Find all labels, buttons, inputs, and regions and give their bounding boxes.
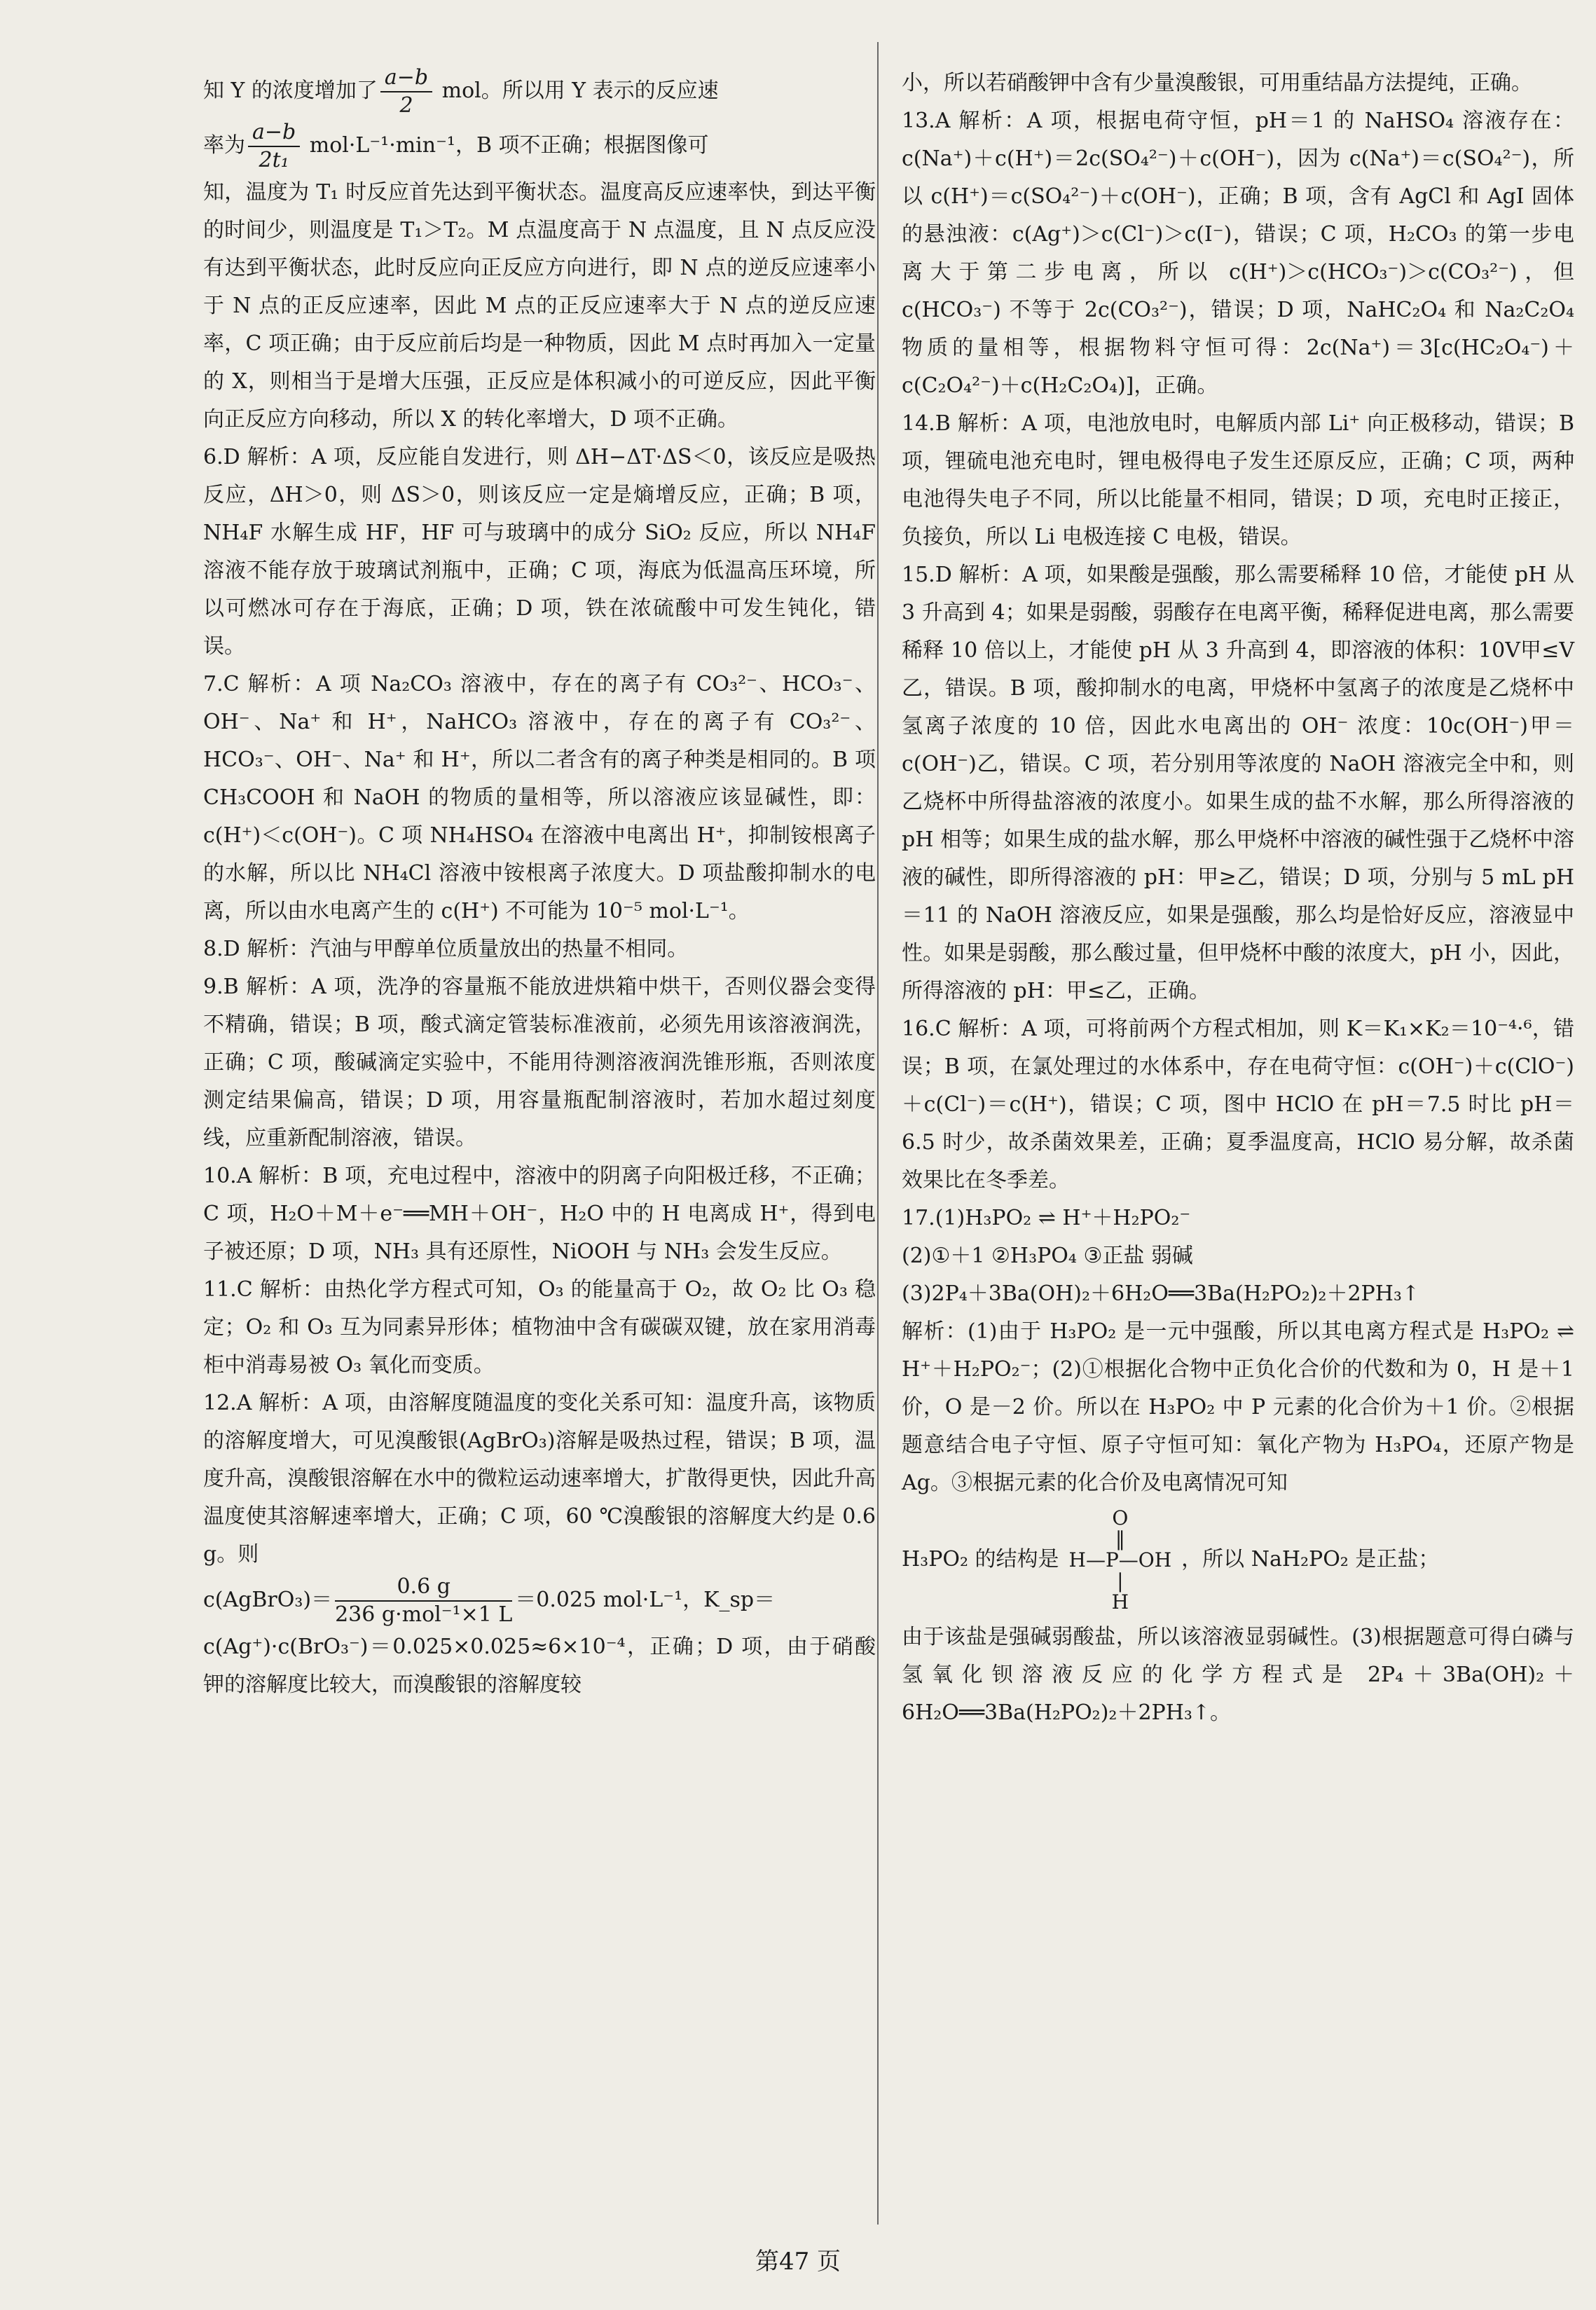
text: 知 Y 的浓度增加了 [203, 78, 378, 103]
q12-tail: c(Ag⁺)·c(BrO₃⁻)＝0.025×0.025≈6×10⁻⁴，正确；D 项，由于硝酸钾的溶解度比较大，而溴酸银的溶解度较 [203, 1635, 876, 1697]
answer-q12: 12.A 解析：A 项，由溶解度随温度的变化关系可知：温度升高，该物质的溶解度增大，可见溴酸银(AgBrO₃)溶解是吸热过程，错误；B 项，温度升高，溴酸银溶解在水中的微粒运动速率增大，扩散得更快，因此升高温度使其溶解速率增大，正确；C 项，60 ℃溴酸银的溶解度大约是 0.6 g。则 [203, 1391, 876, 1567]
numerator: a−b [248, 119, 300, 147]
answer-q15: 15.D 解析：A 项，如果酸是强酸，那么需要稀释 10 倍，才能使 pH 从 3 升高到 4；如果是弱酸，弱酸存在电离平衡，稀释促进电离，那么需要稀释 10 倍以上，才能使 pH 从 3 升高到 4，即溶液的体积：10V甲≤V乙，错误。B 项，酸抑制水的电离，甲烧杯中氢离子的浓度是乙烧杯中氢离子浓度的 10 倍，因此水电离出的 OH⁻ 浓度：10c(OH⁻)甲＝c(OH⁻)乙，错误。C 项，若分别用等浓度的 NaOH 溶液完全中和，则乙烧杯中所得盐溶液的浓度小。如果生成的盐不水解，那么所得溶液的 pH 相等；如果生成的盐水解，那么甲烧杯中溶液的碱性强于乙烧杯中溶液的碱性，即所得溶液的 pH：甲≥乙，错误；D 项，分别与 5 mL pH＝11 的 NaOH 溶液反应，如果是强酸，那么均是恰好反应，溶液显中性。如果是弱酸，那么酸过量，但甲烧杯中酸的浓度大，pH 小，因此，所得溶液的 pH：甲≤乙，正确。 [902, 563, 1574, 1003]
q5-continuation-line1 [203, 64, 876, 119]
answer-q7: 7.C 解析：A 项 Na₂CO₃ 溶液中，存在的离子有 CO₃²⁻、HCO₃⁻、OH⁻、Na⁺ 和 H⁺，NaHCO₃ 溶液中，存在的离子有 CO₃²⁻、HCO₃⁻、OH⁻、Na⁺ 和 H⁺，所以二者含有的离子种类是相同的。B 项 CH₃COOH 和 NaOH 的物质的量相等，所以溶液应该显碱性，即：c(H⁺)＜c(OH⁻)。C 项 NH₄HSO₄ 在溶液中电离出 H⁺，抑制铵根离子的水解，所以比 NH₄Cl 溶液中铵根离子浓度大。D 项盐酸抑制水的电离，所以由水电离产生的 c(H⁺) 不可能为 10⁻⁵ mol·L⁻¹。 [203, 672, 876, 923]
numerator: 0.6 g [335, 1574, 512, 1602]
column-divider [877, 42, 879, 2225]
answer-q11: 11.C 解析：由热化学方程式可知，O₃ 的能量高于 O₂，故 O₂ 比 O₃ 稳定；O₂ 和 O₃ 互为同素异形体；植物油中含有碳碳双键，放在家用消毒柜中消毒易被 O₃ 氧化而变质。 [203, 1277, 876, 1377]
answer-q17-end: 由于该盐是强碱弱酸盐，所以该溶液显弱碱性。(3)根据题意可得白磷与氢氧化钡溶液反应的化学方程式是 2P₄＋3Ba(OH)₂＋6H₂O══3Ba(H₂PO₂)₂＋2PH₃↑。 [902, 1625, 1574, 1725]
structural-formula [1069, 1508, 1172, 1613]
q17-structure-line [902, 1508, 1574, 1613]
numerator: a−b [380, 64, 432, 92]
text: mol·L⁻¹·min⁻¹，B 项不正确；根据图像可 [303, 133, 709, 158]
hydrogen-atom: H [1111, 1590, 1129, 1614]
answer-q17-part3: (3)2P₄＋3Ba(OH)₂＋6H₂O══3Ba(H₂PO₂)₂＋2PH₃↑ [902, 1281, 1420, 1306]
answer-q8: 8.D 解析：汽油与甲醇单位质量放出的热量不相同。 [203, 937, 689, 961]
answer-q10: 10.A 解析：B 项，充电过程中，溶液中的阴离子向阳极迁移，不正确；C 项，H₂O＋M＋e⁻══MH＋OH⁻，H₂O 中的 H 电离成 H⁺，得到电子被还原；D 项，NH₃ 具有还原性，NiOOH 与 NH₃ 会发生反应。 [203, 1164, 876, 1264]
text: c(AgBrO₃)＝ [203, 1588, 333, 1612]
q12-continuation: 小，所以若硝酸钾中含有少量溴酸银，可用重结晶方法提纯，正确。 [902, 71, 1532, 95]
denominator: 2 [399, 93, 413, 118]
fraction [335, 1574, 512, 1628]
fraction [380, 64, 432, 119]
text: ＝0.025 mol·L⁻¹，K_sp＝ [515, 1588, 776, 1612]
denominator: 2t₁ [259, 148, 289, 172]
fraction [248, 119, 300, 174]
answer-q9: 9.B 解析：A 项，洗净的容量瓶不能放进烘箱中烘干，否则仪器会变得不精确，错误；B 项，酸式滴定管装标准液前，必须先用该溶液润洗，正确；C 项，酸碱滴定实验中，不能用待测溶液润洗锥形瓶，否则浓度测定结果偏高，错误；D 项，用容量瓶配制溶液时，若加水超过刻度线，应重新配制溶液，错误。 [203, 975, 876, 1150]
answer-q16: 16.C 解析：A 项，可将前两个方程式相加，则 K＝K₁×K₂＝10⁻⁴·⁶，错误；B 项，在氯处理过的水体系中，存在电荷守恒：c(OH⁻)＋c(ClO⁻)＋c(Cl⁻)＝c(H⁺)，错误；C 项，图中 HClO 在 pH＝7.5 时比 pH＝6.5 时少，故杀菌效果差，正确；夏季温度高，HClO 易分解，故杀菌效果比在冬季差。 [902, 1017, 1574, 1192]
text: ，所以 NaH₂PO₂ 是正盐； [1181, 1547, 1440, 1572]
answer-q17-part1: 17.(1)H₃PO₂ ⇌ H⁺＋H₂PO₂⁻ [902, 1206, 1191, 1230]
left-column [203, 64, 876, 1704]
oxygen-atom: O [1112, 1506, 1129, 1529]
answer-q13: 13.A 解析：A 项，根据电荷守恒，pH＝1 的 NaHSO₄ 溶液存在：c(Na⁺)＋c(H⁺)＝2c(SO₄²⁻)＋c(OH⁻)，因为 c(Na⁺)＝c(SO₄²⁻)，所以 c(H⁺)＝c(SO₄²⁻)＋c(OH⁻)，正确；B 项，含有 AgCl 和 AgI 固体的悬浊液：c(Ag⁺)＞c(Cl⁻)＞c(I⁻)，错误；C 项，H₂CO₃ 的第一步电离大于第二步电离，所以 c(H⁺)＞c(HCO₃⁻)＞c(CO₃²⁻)，但 c(HCO₃⁻) 不等于 2c(CO₃²⁻)，错误；D 项，NaHC₂O₄ 和 Na₂C₂O₄ 物质的量相等，根据物料守恒可得：2c(Na⁺)＝3[c(HC₂O₄⁻)＋c(C₂O₄²⁻)＋c(H₂C₂O₄)]，正确。 [902, 109, 1574, 398]
answer-q14: 14.B 解析：A 项，电池放电时，电解质内部 Li⁺ 向正极移动，错误；B 项，锂硫电池充电时，锂电极得电子发生还原反应，正确；C 项，两种电池得失电子不同，所以比能量不相同，错误；D 项，充电时正接正，负接负，所以 Li 电极连接 C 电极，错误。 [902, 411, 1574, 549]
denominator: 236 g·mol⁻¹×1 L [335, 1602, 513, 1627]
double-bond: ‖ [1115, 1527, 1125, 1551]
single-bond: | [1117, 1569, 1124, 1593]
q12-calculation [203, 1574, 876, 1628]
main-chain: H—P—OH [1068, 1548, 1172, 1572]
right-column [902, 64, 1574, 1732]
answer-q17-part2: (2)①＋1 ②H₃PO₄ ③正盐 弱碱 [902, 1244, 1193, 1268]
text: 率为 [203, 133, 245, 158]
answer-q6: 6.D 解析：A 项，反应能自发进行，则 ΔH−ΔT·ΔS＜0，该反应是吸热反应，ΔH＞0，则 ΔS＞0，则该反应一定是熵增反应，正确；B 项，NH₄F 水解生成 HF，HF 可与玻璃中的成分 SiO₂ 反应，所以 NH₄F 溶液不能存放于玻璃试剂瓶中，正确；C 项，海底为低温高压环境，所以可燃冰可存在于海底，正确；D 项，铁在浓硫酸中可发生钝化，错误。 [203, 445, 876, 659]
text: H₃PO₂ 的结构是 [902, 1547, 1059, 1572]
q5-continuation-line2 [203, 119, 876, 174]
answer-q17-analysis: 解析：(1)由于 H₃PO₂ 是一元中强酸，所以其电离方程式是 H₃PO₂ ⇌ H⁺＋H₂PO₂⁻；(2)①根据化合物中正负化合价的代数和为 0，H 是＋1 价，O 是－2 价。所以在 H₃PO₂ 中 P 元素的化合价为＋1 价。②根据题意结合电子守恒、原子守恒可知：氧化产物为 H₃PO₄，还原产物是 Ag。③根据元素的化合价及电离情况可知 [902, 1319, 1574, 1495]
text: mol。所以用 Y 表示的反应速 [435, 78, 719, 103]
page-number: 第47 页 [755, 2248, 841, 2276]
q5-continuation-body: 知，温度为 T₁ 时反应首先达到平衡状态。温度高反应速率快，到达平衡的时间少，则温度是 T₁＞T₂。M 点温度高于 N 点温度，且 N 点反应没有达到平衡状态，此时反应向正反应方向进行，即 N 点的逆反应速率小于 N 点的正反应速率，因此 M 点的正反应速率大于 N 点的逆反应速率，C 项正确；由于反应前后均是一种物质，因此 M 点时再加入一定量的 X，则相当于是增大压强，正反应是体积减小的可逆反应，因此平衡向正反应方向移动，所以 X 的转化率增大，D 项不正确。 [203, 180, 876, 432]
